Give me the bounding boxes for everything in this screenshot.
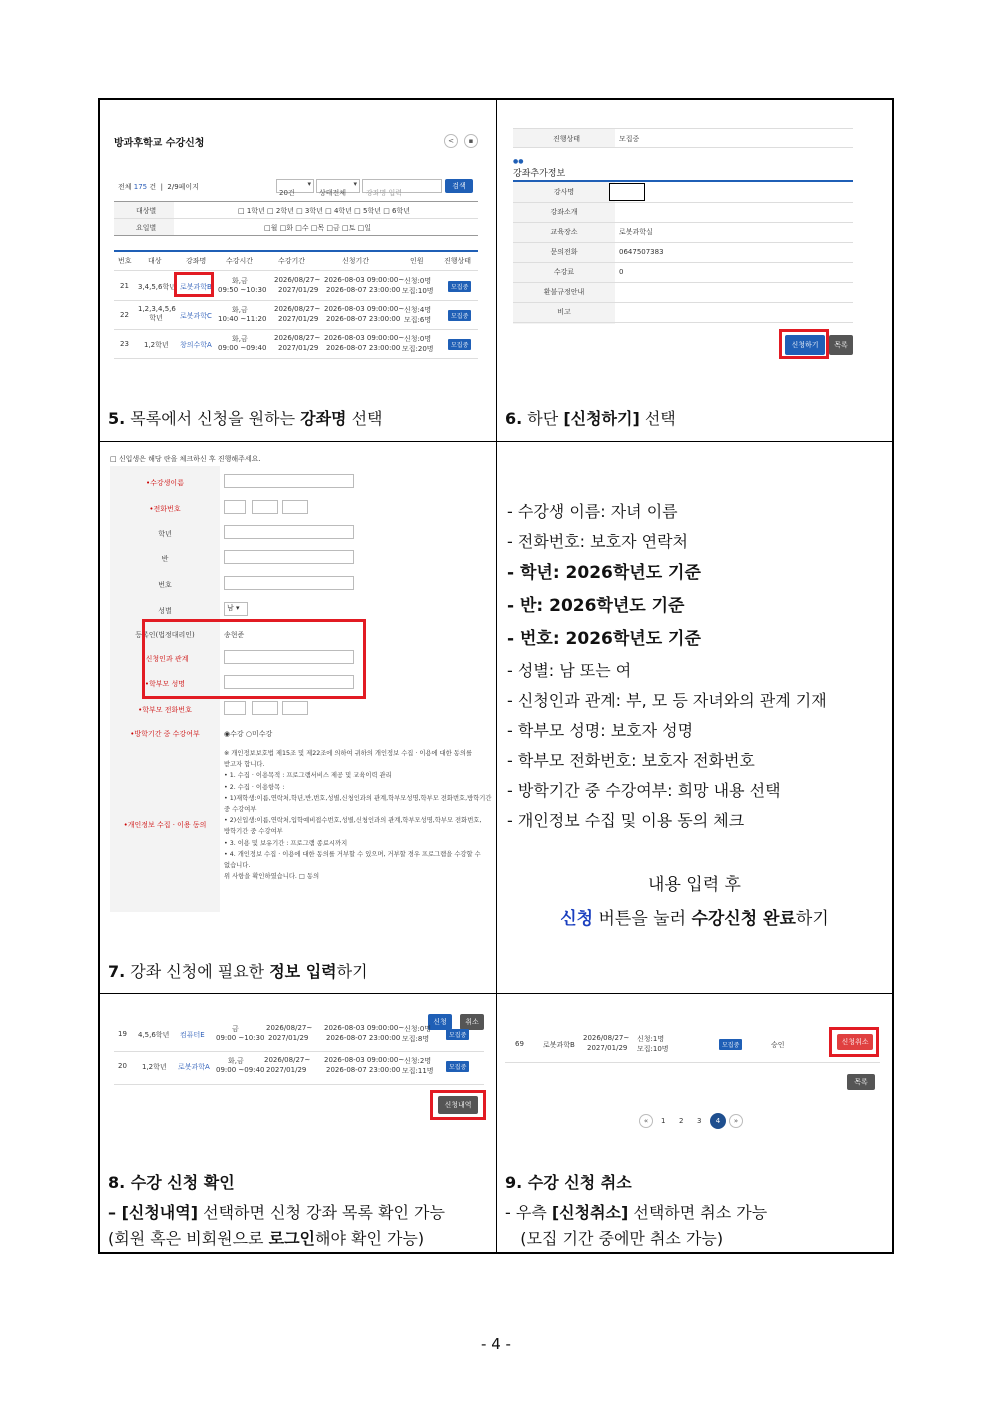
list-button[interactable]: 목록 — [847, 1074, 875, 1090]
step8-line1: – [신청내역] 선택하면 신청 강좌 목록 확인 가능 — [108, 1203, 445, 1222]
parent-phone-input-2[interactable] — [252, 701, 278, 715]
phone-input-1[interactable] — [224, 500, 246, 514]
section-title: 강좌추가정보 — [513, 169, 566, 179]
page-3[interactable]: 3 — [697, 1117, 702, 1125]
grade-input[interactable] — [224, 525, 354, 539]
filter-target-label: 대상별 — [136, 207, 157, 215]
highlight-history-button — [430, 1090, 486, 1120]
step9-cell — [497, 994, 892, 1252]
status-badge: 모집중 — [446, 1029, 469, 1040]
filter-target-options[interactable]: □ 1학년 □ 2학년 □ 3학년 □ 4학년 □ 5학년 □ 6학년 — [238, 207, 411, 215]
section-marker: ●● — [513, 158, 524, 165]
final-instruction: 신청 버튼을 눌러 수강신청 완료하기 — [560, 909, 829, 929]
status-value: 모집중 — [619, 135, 640, 143]
status-badge: 모집중 — [448, 339, 471, 350]
table-row[interactable]: 20 1,2학년 로봇과학A 화,금 09:00 ~09:40 2026/08/27~ 2027/01/29 2026-08-03 09:00:00~ 2026-08-07 23:00:00 신청:2명 모집:11명 모집중 — [114, 1056, 484, 1082]
after-input-text: 내용 입력 후 — [648, 875, 741, 895]
cancel-application-button[interactable]: 신청취소 — [837, 1034, 873, 1050]
status-badge: 모집중 — [719, 1039, 742, 1050]
total-count: 전체 175 건 | 2/9페이지 — [118, 183, 199, 191]
highlight-apply-button — [779, 329, 829, 359]
next-page-icon[interactable]: » — [729, 1114, 743, 1128]
search-button[interactable]: 검색 — [445, 179, 473, 193]
prev-page-icon[interactable]: « — [639, 1114, 653, 1128]
parent-phone-input-1[interactable] — [224, 701, 246, 715]
field-guide-cell — [497, 442, 892, 994]
table-row[interactable]: 21 3,4,5,6학년 로봇과학B 화,금 09:50 ~10:30 2026/08/27~ 2027/01/29 2026-08-03 09:00:00~ 2026-08-07 23:00:00 신청:0명 모집:10명 모집중 — [114, 274, 478, 300]
status-label: 진행상태 — [553, 135, 581, 143]
privacy-label: •개인정보 수집 · 이용 동의 — [123, 821, 207, 829]
status-badge: 모집중 — [448, 310, 471, 321]
vacation-radio[interactable]: ◉수강 ○미수강 — [224, 730, 273, 738]
step8-caption: 8. 수강 신청 확인 — [108, 1173, 235, 1192]
step7-caption: 7. 강좌 신청에 필요한 정보 입력하기 — [108, 962, 368, 981]
page-number: - 4 - — [481, 1335, 511, 1353]
history-button[interactable]: 신청내역 — [438, 1096, 478, 1114]
phone-input-2[interactable] — [252, 500, 278, 514]
per-page-select[interactable]: 20건 ▾ — [276, 179, 314, 193]
search-input[interactable]: 강좌명 입력 — [362, 179, 442, 193]
course-list-title: 방과후학교 수강신청 — [114, 138, 205, 149]
registrant-value: 송현준 — [224, 631, 245, 639]
step7-cell — [100, 442, 497, 1026]
status-filter-select[interactable]: 상태전체 ▾ — [316, 179, 360, 193]
highlight-cancel-button — [829, 1027, 879, 1057]
student-name-input[interactable] — [224, 474, 354, 488]
step9-caption: 9. 수강 신청 취소 — [505, 1173, 632, 1192]
course-info-table: 강사명 강좌소개 교육장소 로봇과학실 문의전화 0647507383 수강료 0 환불규정안내 비고 — [513, 182, 853, 324]
cancel-button[interactable]: 취소 — [460, 1014, 484, 1030]
step9-line1: - 우측 [신청취소] 선택하면 취소 가능 — [505, 1203, 768, 1222]
instructor-value-box — [609, 183, 645, 201]
page-2[interactable]: 2 — [679, 1117, 684, 1125]
page-current[interactable]: 4 — [710, 1113, 726, 1129]
table-row[interactable]: 23 1,2학년 창의수학A 화,금 09:00 ~09:40 2026/08/27~ 2027/01/29 2026-08-03 09:00:00~ 2026-08-07 23:00:00 신청:0명 모집:20명 모집중 — [114, 333, 478, 357]
status-badge: 모집중 — [446, 1061, 469, 1072]
table-row[interactable]: 22 1,2,3,4,5,6 학년 로봇과학C 화,금 10:40 ~11:20 2026/08/27~ 2027/01/29 2026-08-03 09:00:00~ 2026-08-07 23:00:00 신청:4명 모집:6명 모집중 — [114, 304, 478, 328]
class-input[interactable] — [224, 550, 354, 564]
step6-cell — [497, 100, 892, 442]
privacy-text: ※ 개인정보보호법 제15조 및 제22조에 의하여 귀하의 개인정보 수집 · 이용에 대한 동의를 받고자 합니다. • 1. 수집 · 이용목적 : 프로그램서비스 제공 및 교육이력 관리 • 2. 수집 · 이용항목 : • 1)재학생:이름,연락처,학년,반,번호,성별,신청인과의 관계,학부모성명,학부모 전화번호,방학기간 중 수강여부 • 2)신입생:이름,연락처,입학예비접수번호,성별,신청인과의 관계,학부모성명,학부모 전화번호, 방학기간 중 수강여부 • 3. 이용 및 보유기간 : 프로그램 종료시까지 • 4. 개인정보 수집 · 이용에 대한 동의를 거부할 수 있으며, 거부할 경우 프로그램을 수강할 수 없습니다. 위 사항을 확인하였습니다. □ 동의 — [224, 748, 490, 882]
print-icon[interactable]: ▪ — [464, 134, 478, 148]
submit-button[interactable]: 신청 — [428, 1014, 452, 1030]
approval-status: 승인 — [771, 1041, 785, 1049]
share-icon[interactable]: < — [444, 134, 458, 148]
list-header: 번호 대상 강좌명 수강시간 수강기간 신청기간 인원 진행상태 — [118, 257, 472, 265]
step9-line2: (모집 기간 중에만 취소 가능) — [505, 1229, 724, 1248]
filter-day-options[interactable]: □월 □화 □수 □목 □금 □토 □일 — [264, 224, 371, 232]
apply-button[interactable]: 신청하기 — [785, 335, 825, 355]
list-button[interactable]: 목록 — [829, 335, 853, 355]
number-input[interactable] — [224, 576, 354, 590]
step8-cell — [100, 994, 497, 1252]
field-guide-list: - 수강생 이름: 자녀 이름 - 전화번호: 보호자 연락처 - 학년: 2026학년도 기준 - 반: 2026학년도 기준 - 번호: 2026학년도 기준 - 성별: 남 또는 여 - 신청인과 관계: 부, 모 등 자녀와의 관계 기재 - 학부모 성명: 보호자 성명 - 학부모 전화번호: 보호자 전화번호 - 방학기간 중 수강여부: 희망 내용 선택 - 개인정보 수집 및 이용 동의 체크 — [507, 502, 827, 830]
step6-caption: 6. 하단 [신청하기] 선택 — [505, 409, 676, 428]
privacy-agree-checkbox[interactable]: 위 사항을 확인하였습니다. □ 동의 — [224, 873, 320, 881]
parent-phone-input-3[interactable] — [282, 701, 308, 715]
notice-text: □ 신입생은 해당 란을 체크하신 후 진행해주세요. — [110, 455, 261, 463]
application-form: •수강생이름 •전화번호 학년 반 번호 성별 남 ▾ 등록인(법정대리인) 송현준 •신청인과 관계 •학부모 성명 •학부모 전화번호 •방학기간 중 수강여부 ◉수강 ○미수강 •개인정보 수집 · 이용 동의 ※ 개인정보보호법 제15조 및 제22조에 의하여 귀하의 개인정보 수집 · 이용에 대한 동의를 받고자 합니다. • 1. 수집 · 이용목적 : 프로그램서비스 제공 및 교육이력 관리 • 2. 수집 · 이용항목 : • 1)재학생:이름,연락처,학년,반,번호,성별,신청인과의 관계,학부모성명,학부모 전화번호,방학기간 중 수강여부 • 2)신입생:이름,연락처,입학예비접수번호,성별,신청인과의 관계,학부모성명,학부모 전화번호, 방학기간 중 수강여부 • 3. 이용 및 보유기간 : 프로그램 종료시까지 • 4. 개인정보 수집 · 이용에 대한 동의를 거부할 수 있으며, 거부할 경우 프로그램을 수강할 수 없습니다. 위 사항을 확인하였습니다. □ 동의 — [110, 470, 490, 910]
page-1[interactable]: 1 — [661, 1117, 666, 1125]
table-row[interactable]: 69 로봇과학B 2026/08/27~ 2027/01/29 신청:1명 모집:10명 모집중 승인 — [515, 1034, 785, 1053]
highlight-grade-class-number — [142, 619, 366, 699]
step8-line2: (회원 혹은 비회원으로 로그인해야 확인 가능) — [108, 1229, 425, 1248]
filter-day-label: 요일별 — [136, 224, 157, 232]
course-name-link[interactable]: 로봇과학B — [180, 283, 212, 291]
step5-cell — [100, 100, 497, 442]
phone-input-3[interactable] — [282, 500, 308, 514]
highlight-course-name — [174, 272, 214, 297]
step5-caption: 5. 목록에서 신청을 원하는 강좌명 선택 — [108, 409, 383, 428]
status-badge: 모집중 — [448, 281, 471, 292]
table-row[interactable]: 19 4,5,6학년 컴퓨터E 금 09:00 ~10:30 2026/08/27~ 2027/01/29 2026-08-03 09:00:00~ 2026-08-07 23:00:00 신청:0명 모집:8명 모집중 — [114, 1024, 484, 1050]
gender-select[interactable]: 남 ▾ — [224, 602, 248, 616]
instruction-table — [98, 98, 894, 1254]
